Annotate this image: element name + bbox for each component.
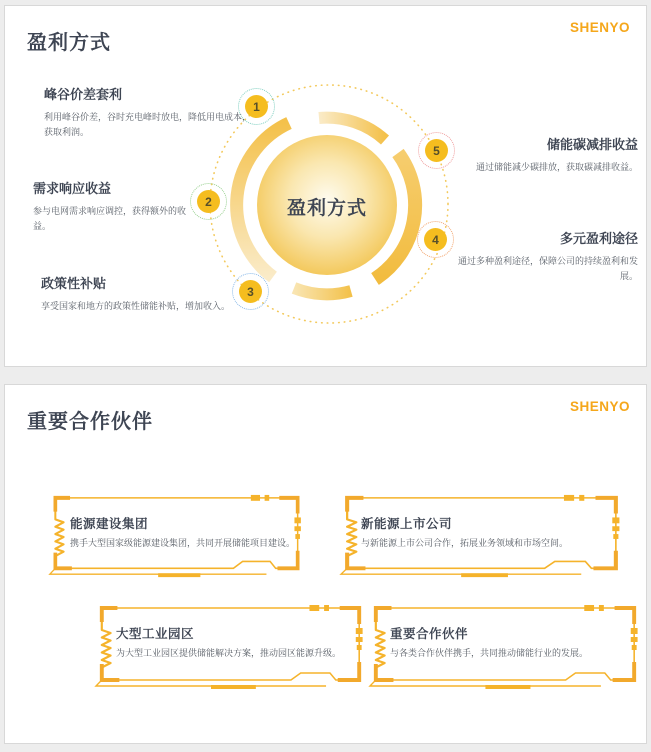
partner-title: 大型工业园区 xyxy=(116,627,195,641)
badge-number: 5 xyxy=(425,139,448,162)
partner-title: 能源建设集团 xyxy=(70,517,149,531)
profit-item-diverse-channels xyxy=(446,228,638,284)
partner-card-key-partners xyxy=(368,602,642,694)
partner-desc: 与各类合作伙伴携手，共同推动储能行业的发展。 xyxy=(390,648,589,658)
partner-card-listed-company xyxy=(339,492,624,582)
partner-title: 重要合作伙伴 xyxy=(390,627,469,641)
profit-item-carbon-reduction xyxy=(442,134,638,175)
badge-number: 2 xyxy=(197,190,220,213)
step-badge-2 xyxy=(190,183,227,220)
badge-number: 3 xyxy=(239,280,262,303)
item-title: 多元盈利途径 xyxy=(559,231,638,246)
item-title: 峰谷价差套利 xyxy=(44,87,123,102)
item-desc: 利用峰谷价差，谷时充电峰时放电，降低用电成本，获取利润。 xyxy=(44,112,252,137)
partner-title: 新能源上市公司 xyxy=(361,517,453,531)
profit-item-demand-response xyxy=(33,178,195,234)
slide1-title: 盈利方式 xyxy=(27,32,111,54)
item-desc: 享受国家和地方的政策性储能补贴，增加收入。 xyxy=(41,301,231,311)
item-desc: 通过储能减少碳排放，获取碳减排收益。 xyxy=(475,162,638,172)
diagram-center-label: 盈利方式 xyxy=(286,198,367,219)
partner-card-industrial-park xyxy=(94,602,367,694)
brand-logo: SHENYO xyxy=(569,20,630,35)
brand-logo: SHENYO xyxy=(569,399,630,414)
partner-desc: 与新能源上市公司合作，拓展业务领域和市场空间。 xyxy=(361,538,569,548)
arc-bottom xyxy=(294,288,351,294)
item-desc: 参与电网需求响应调控，获得额外的收益。 xyxy=(33,206,187,231)
item-title: 需求响应收益 xyxy=(33,181,112,196)
item-title: 政策性补贴 xyxy=(41,276,107,291)
partner-desc: 为大型工业园区提供储能解决方案，推动园区能源升级。 xyxy=(116,648,342,658)
profit-item-policy-subsidy xyxy=(41,273,271,314)
partner-card-energy-group xyxy=(48,492,305,582)
badge-number: 4 xyxy=(424,228,447,251)
partner-desc: 携手大型国家级能源建设集团，共同开展储能项目建设。 xyxy=(70,538,296,548)
item-desc: 通过多种盈利途径，保障公司的持续盈利和发展。 xyxy=(457,256,638,281)
badge-number: 1 xyxy=(245,95,268,118)
slide-profit-methods[interactable] xyxy=(4,5,647,367)
slide-key-partners[interactable] xyxy=(4,384,647,744)
item-title: 储能碳减排收益 xyxy=(546,137,638,152)
profit-item-peak-valley xyxy=(44,84,256,140)
slide2-title: 重要合作伙伴 xyxy=(27,411,153,433)
